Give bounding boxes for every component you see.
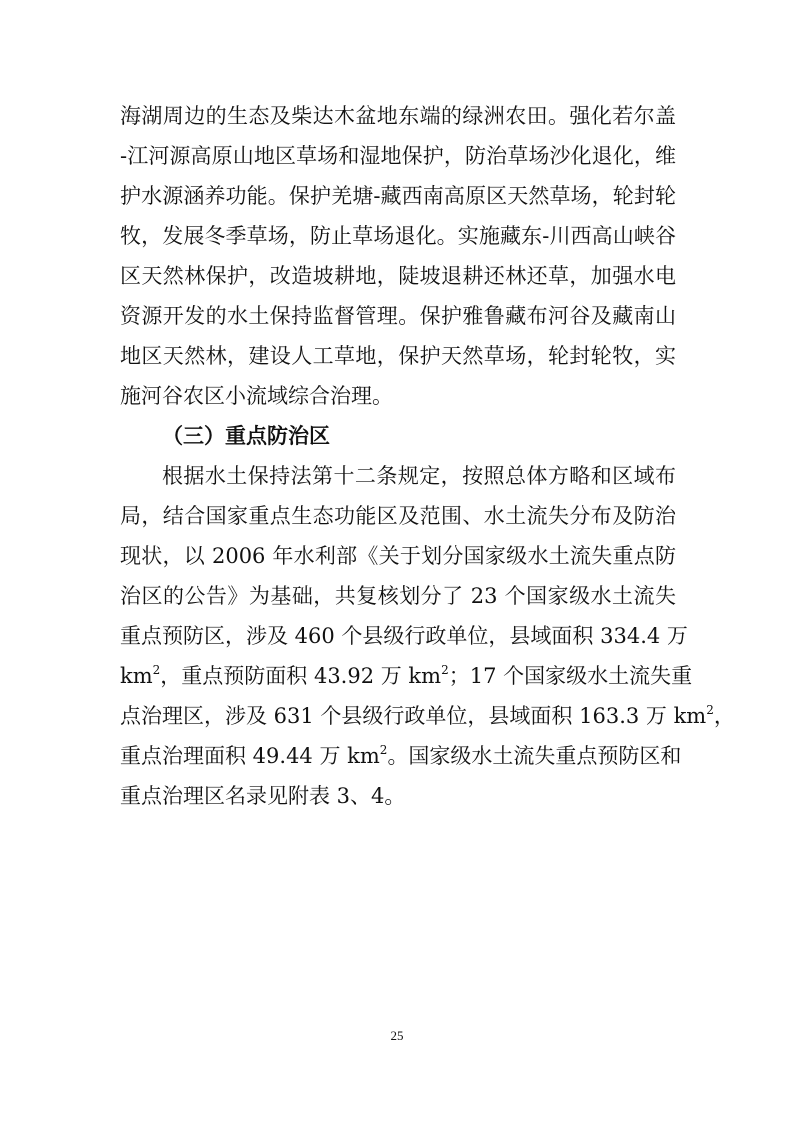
superscript: 2	[379, 743, 388, 757]
text-line: 资源开发的水土保持监督管理。保护雅鲁藏布河谷及藏南山	[120, 304, 676, 328]
text-line: 海湖周边的生态及柴达木盆地东端的绿洲农田。强化若尔盖	[120, 104, 676, 128]
text-line	[120, 696, 735, 736]
text-line: 护水源涵养功能。保护羌塘-藏西南高原区天然草场，轮封轮	[120, 184, 676, 208]
text-segment: 重点治理面积 49.44 万 km	[120, 744, 380, 768]
text-segment: 点治理区，涉及 631 个县级行政单位，县域面积 163.3 万 km	[120, 704, 707, 728]
text-line: 局，结合国家重点生态功能区及范围、水土流失分布及防治	[120, 504, 676, 528]
paragraph-key-prevention-zones	[120, 456, 735, 816]
text-line: 施河谷农区小流域综合治理。	[120, 384, 393, 408]
text-line: 重点预防区，涉及 460 个县级行政单位，县域面积 334.4 万	[120, 624, 688, 648]
text-segment: 。国家级水土流失重点预防区和	[387, 744, 682, 768]
text-segment: km	[120, 664, 153, 688]
superscript: 2	[152, 663, 161, 677]
section-heading: （三）重点防治区	[162, 423, 330, 448]
text-segment: ，	[713, 704, 735, 728]
paragraph-continued	[120, 96, 676, 416]
text-segment: ；17 个国家级水土流失重	[448, 664, 693, 688]
text-line: 牧，发展冬季草场，防止草场退化。实施藏东-川西高山峡谷	[120, 224, 676, 248]
text-line: 地区天然林，建设人工草地，保护天然草场，轮封轮牧，实	[120, 344, 676, 368]
text-line: -江河源高原山地区草场和湿地保护，防治草场沙化退化，维	[120, 144, 676, 168]
superscript: 2	[706, 703, 714, 717]
document-body	[120, 96, 735, 816]
text-line: 现状，以 2006 年水利部《关于划分国家级水土流失重点防	[120, 544, 676, 568]
text-line: 重点治理区名录见附表 3、4。	[120, 784, 406, 808]
text-line	[120, 656, 693, 696]
text-segment: ，重点预防面积 43.92 万 km	[160, 664, 442, 688]
text-line: 区天然林保护，改造坡耕地，陡坡退耕还林还草，加强水电	[120, 264, 676, 288]
page-number: 25	[390, 1028, 404, 1043]
superscript: 2	[441, 663, 449, 677]
text-line	[120, 736, 682, 776]
text-line: 治区的公告》为基础，共复核划分了 23 个国家级水土流失	[120, 584, 676, 608]
text-line: 根据水土保持法第十二条规定，按照总体方略和区域布	[162, 464, 676, 488]
